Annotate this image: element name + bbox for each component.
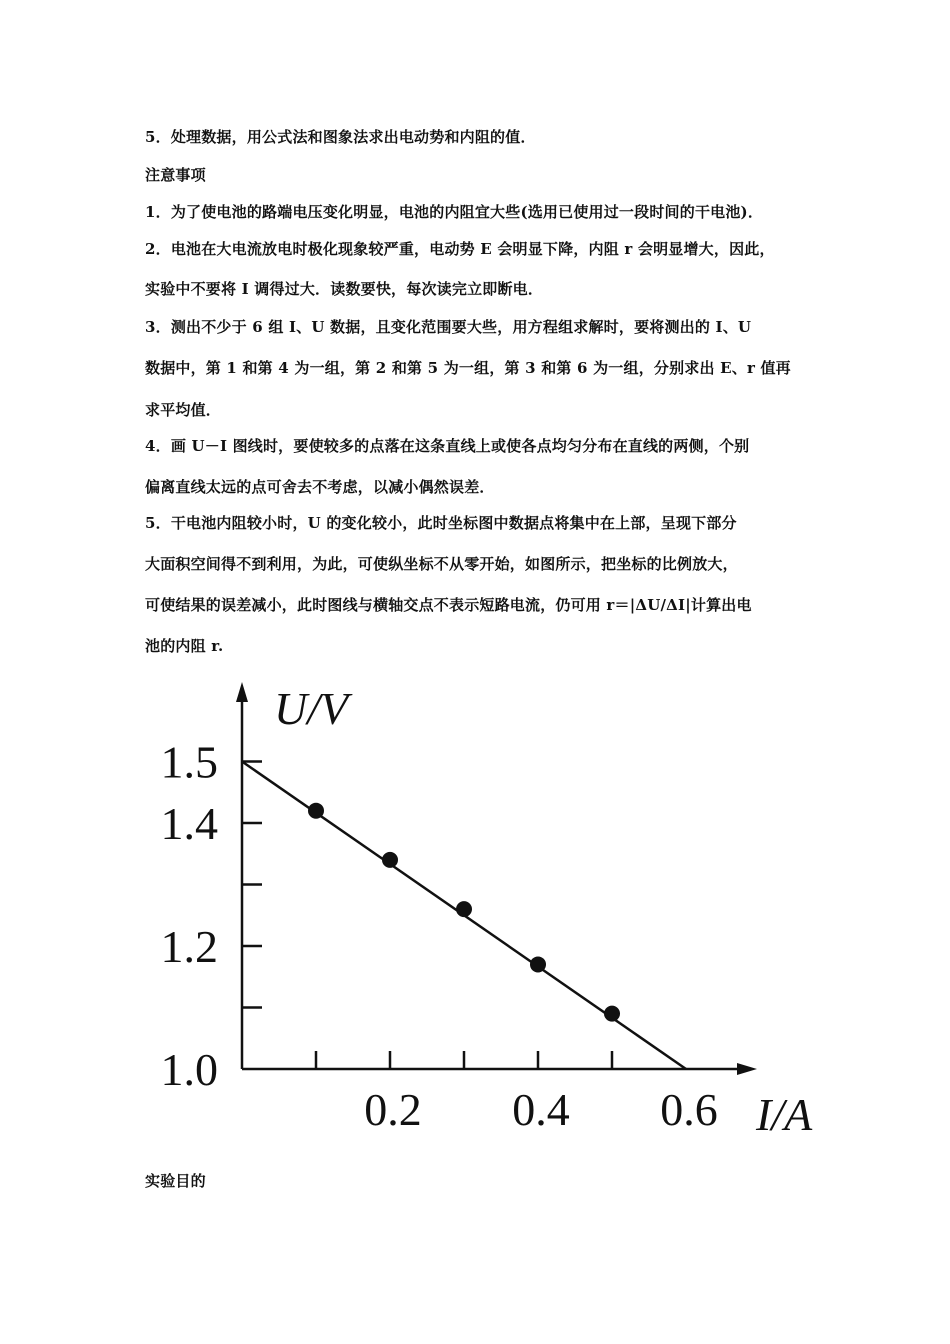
section-heading-purpose: 实验目的 bbox=[145, 1172, 206, 1190]
y-tick-label: 1.5 bbox=[160, 736, 218, 788]
x-axis-arrow bbox=[737, 1063, 757, 1075]
y-axis-label: U/V bbox=[274, 683, 349, 734]
data-point bbox=[604, 1006, 620, 1022]
note-4-line1: 4．画 U－I 图线时，要使较多的点落在这条直线上或使各点均匀分布在直线的两侧，个别 bbox=[145, 437, 750, 455]
y-tick-label: 1.2 bbox=[160, 921, 218, 972]
tick-labels bbox=[161, 683, 814, 1140]
x-axis-label: I/A bbox=[756, 1089, 813, 1140]
x-tick-label: 0.2 bbox=[364, 1084, 422, 1135]
data-point bbox=[456, 901, 472, 917]
note-5-line1: 5．干电池内阻较小时，U 的变化较小，此时坐标图中数据点将集中在上部，呈现下部分 bbox=[145, 514, 737, 532]
data-points bbox=[308, 803, 620, 1022]
axes bbox=[236, 682, 757, 1075]
note-1: 1．为了使电池的路端电压变化明显，电池的内阻宜大些(选用已使用过一段时间的干电池)． bbox=[145, 203, 764, 221]
note-4-line2: 偏离直线太远的点可舍去不考虑，以减小偶然误差． bbox=[145, 478, 495, 496]
note-2-line2: 实验中不要将 I 调得过大．读数要快，每次读完立即断电． bbox=[145, 280, 544, 298]
x-tick-label: 0.4 bbox=[512, 1084, 570, 1135]
data-point bbox=[382, 852, 398, 868]
note-3-line3: 求平均值． bbox=[145, 401, 222, 419]
data-point bbox=[530, 956, 546, 972]
note-5-line3: 可使结果的误差减小，此时图线与横轴交点不表示短路电流，仍可用 r＝|ΔU/ΔI|计算出电 bbox=[145, 596, 752, 614]
y-tick-label: 1.0 bbox=[160, 1044, 218, 1095]
note-5-line4: 池的内阻 r. bbox=[145, 637, 224, 655]
y-axis-arrow bbox=[236, 682, 248, 702]
note-3-line2: 数据中，第 1 和第 4 为一组，第 2 和第 5 为一组，第 3 和第 6 为一组，分别求出 E、r 值再 bbox=[145, 359, 791, 377]
note-5-line2: 大面积空间得不到利用，为此，可使纵坐标不从零开始，如图所示，把坐标的比例放大， bbox=[145, 555, 738, 573]
section-heading-notes: 注意事项 bbox=[145, 166, 206, 184]
x-tick-label: 0.6 bbox=[660, 1084, 718, 1135]
note-3-line1: 3．测出不少于 6 组 I、U 数据，且变化范围要大些，用方程组求解时，要将测出的 I、U bbox=[145, 318, 752, 336]
paragraph-step5: 5．处理数据，用公式法和图象法求出电动势和内阻的值． bbox=[145, 128, 536, 146]
data-point bbox=[308, 803, 324, 819]
u-i-graph bbox=[140, 676, 840, 1146]
tick-marks bbox=[242, 762, 612, 1070]
y-tick-label: 1.4 bbox=[160, 798, 218, 849]
note-2-line1: 2．电池在大电流放电时极化现象较严重，电动势 E 会明显下降，内阻 r 会明显增大，因此， bbox=[145, 240, 775, 258]
